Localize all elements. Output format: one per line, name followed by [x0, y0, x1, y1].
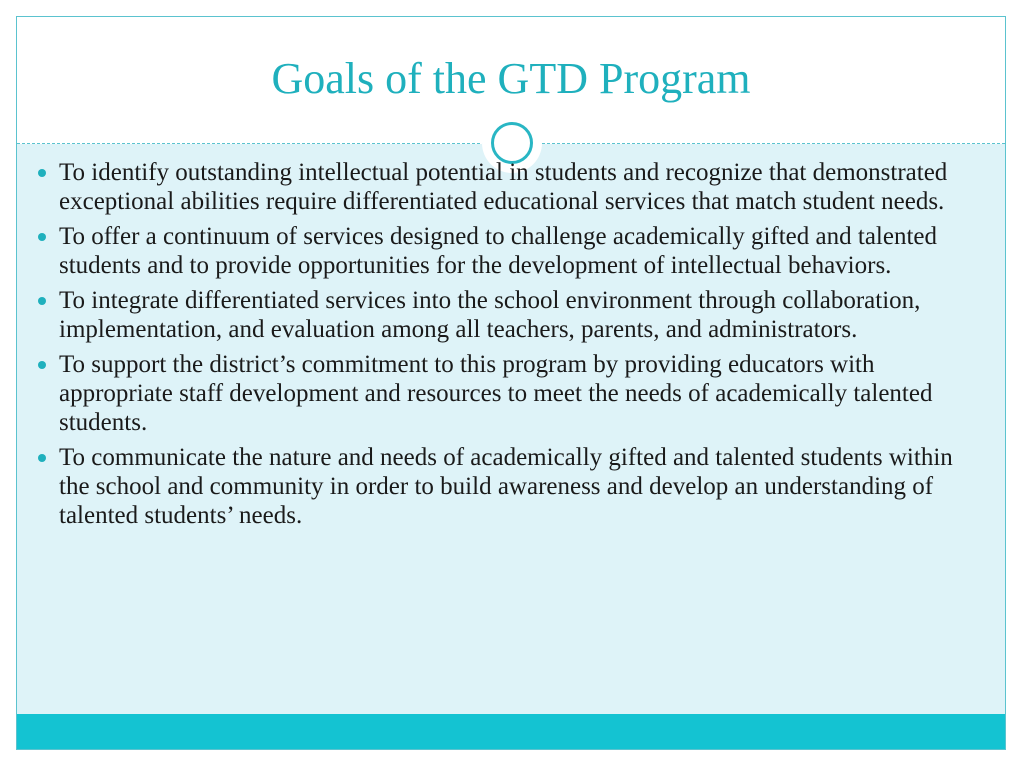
list-item [36, 286, 976, 344]
bullet-text: To communicate the nature and needs of academically gifted and talented students within the school and community in order to build awareness and develop an understanding of talented students’ needs. [59, 444, 953, 529]
bullet-icon [38, 169, 46, 177]
bullet-icon [38, 454, 46, 462]
list-item [36, 158, 976, 216]
bullet-text: To offer a continuum of services designed to challenge academically gifted and talented students and to provide opportunities for the development of intellectual behaviors. [59, 223, 938, 279]
slide-title: Goals of the GTD Program [271, 54, 751, 103]
bullet-text: To support the district’s commitment to this program by providing educators with appropriate staff development and resources to meet the needs of academically talented students. [59, 351, 933, 436]
bullet-icon [38, 361, 46, 369]
footer-band [17, 714, 1005, 749]
bullet-icon [38, 233, 46, 241]
bullet-icon [38, 297, 46, 305]
list-item [36, 443, 976, 530]
goals-list [36, 158, 976, 536]
list-item [36, 350, 976, 437]
bullet-text: To integrate differentiated services into the school environment through collaboration, implementation, and evaluation among all teachers, parents, and administrators. [59, 287, 921, 343]
bullet-text: To identify outstanding intellectual potential in students and recognize that demonstrated exceptional abilities require differentiated educational services that match student needs. [59, 159, 948, 215]
list-item [36, 222, 976, 280]
